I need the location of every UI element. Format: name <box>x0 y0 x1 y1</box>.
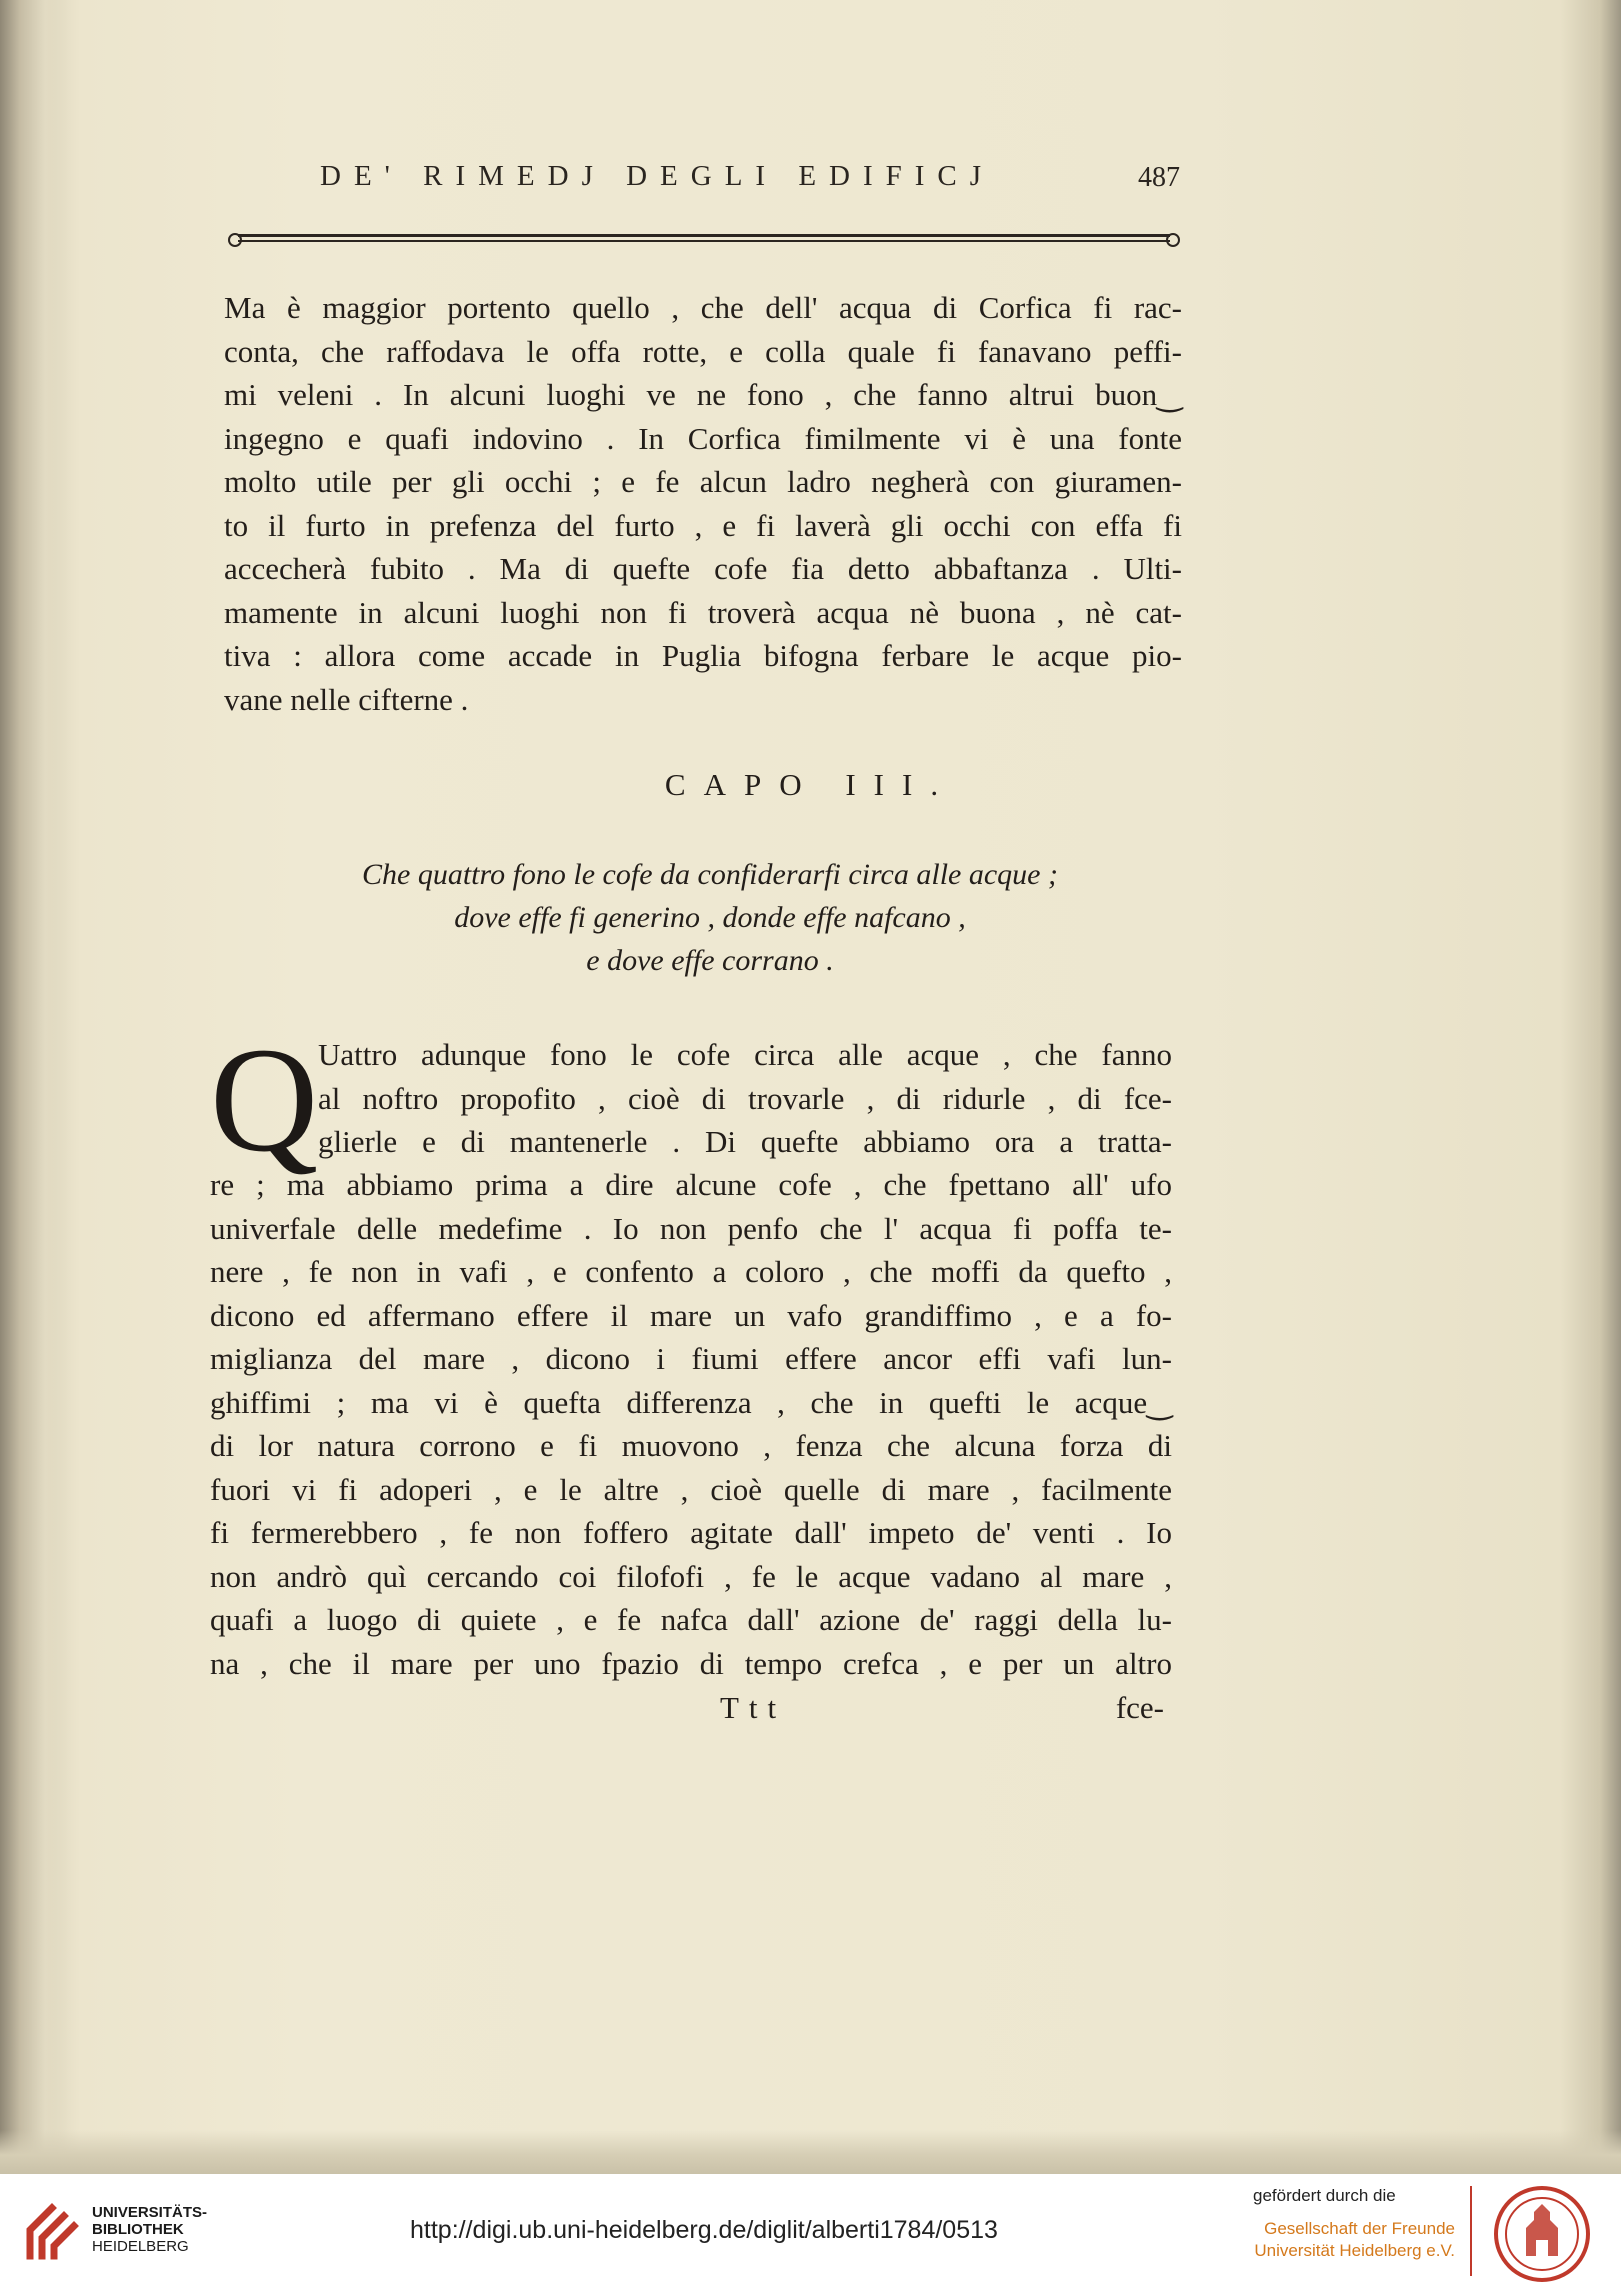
text-line: ghiffimi ; ma vi è quefta differenza , che in quefti le acque‿ <box>210 1384 1172 1420</box>
library-name-line: HEIDELBERG <box>92 2238 189 2255</box>
text-line: glierle e di mantenerle . Di quefte abbiamo ora a tratta- <box>318 1124 1172 1159</box>
university-library-logo-icon <box>22 2194 82 2264</box>
drop-cap: Q <box>210 1017 319 1183</box>
catchword: fce- <box>1115 1690 1164 1725</box>
text-line: fuori vi fi adoperi , e le altre , cioè quelle di mare , facilmente <box>210 1471 1172 1507</box>
text-line: mamente in alcuni luoghi non fi troverà acqua nè buona , nè cat- <box>224 594 1182 630</box>
running-title: DE' RIMEDJ DEGLI EDIFICJ <box>320 160 995 192</box>
text-line: mi veleni . In alcuni luoghi ve ne fono , che fanno altrui buon‿ <box>224 377 1182 412</box>
page-number: 487 <box>1138 162 1180 193</box>
paragraph-2-indented <box>318 1033 1172 1164</box>
society-name <box>1245 2218 1455 2262</box>
text-line: tiva : allora come accade in Puglia bifogna ferbare le acque pio- <box>224 638 1182 673</box>
text-line: re ; ma abbiamo prima a dire alcune cofe , che fpettano all' ufo <box>210 1167 1172 1202</box>
text-line: nere , fe non in vafi , e confento a coloro , che moffi da quefto , <box>210 1254 1172 1289</box>
gutter-shadow <box>0 0 70 2174</box>
text-line: dicono ed affermano effere il mare un vafo grandiffimo , e a fo- <box>210 1297 1172 1333</box>
text-line: molto utile per gli occhi ; e fe alcun ladro negherà con giuramen- <box>224 464 1182 499</box>
rule-end-right <box>1166 233 1180 247</box>
viewer-footer <box>0 2174 1621 2291</box>
library-name-line: BIBLIOTHEK <box>92 2221 184 2238</box>
footer-divider <box>1470 2186 1472 2276</box>
society-name-line: Gesellschaft der Freunde <box>1264 2219 1455 2238</box>
text-line: accecherà fubito . Ma di quefte cofe fia detto abbaftanza . Ulti- <box>224 551 1182 586</box>
text-line: univerfale delle medefime . Io non penfo che l' acqua fi poffa te- <box>210 1210 1172 1246</box>
text-line: di lor natura corrono e fi muovono , fenza che alcuna forza di <box>210 1428 1172 1463</box>
text-line: non andrò quì cercando coi filofofi , fe le acque vadano al mare , <box>210 1558 1172 1594</box>
subtitle-line: Che quattro fono le cofe da confiderarfi circa alle acque ; <box>362 858 1058 891</box>
funded-by-label: gefördert durch die <box>1253 2186 1396 2205</box>
text-line: Uattro adunque fono le cofe circa alle acque , che fanno <box>318 1037 1172 1072</box>
text-line: miglianza del mare , dicono i fiumi effere ancor effi vafi lun- <box>210 1341 1172 1376</box>
text-line: Ma è maggior portento quello , che dell' acqua di Corfica fi rac- <box>224 290 1182 325</box>
text-line: to il furto in prefenza del furto , e fi laverà gli occhi con effa fi <box>224 507 1182 543</box>
text-line: quafi a luogo di quiete , e fe nafca dall' azione de' raggi della lu- <box>210 1602 1172 1637</box>
library-name <box>92 2204 207 2255</box>
subtitle-line: dove effe fi generino , donde effe nafcano , <box>454 901 966 934</box>
society-name-line: Universität Heidelberg e.V. <box>1254 2241 1455 2260</box>
rule-line-top <box>238 234 1170 237</box>
chapter-heading: CAPO III. <box>664 767 957 802</box>
text-line: ingegno e quafi indovino . In Corfica fimilmente vi è una fonte <box>224 420 1182 456</box>
page-bottom-edge <box>0 2130 1621 2174</box>
paragraph-2 <box>210 1163 1172 1685</box>
chapter-subtitle <box>240 853 1180 982</box>
signature-mark: Ttt <box>720 1690 787 1725</box>
text-line: fi fermerebbero , fe non foffero agitate dall' impeto de' venti . Io <box>210 1515 1172 1550</box>
permalink-url[interactable]: http://digi.ub.uni-heidelberg.de/diglit/alberti1784/0513 <box>410 2216 998 2244</box>
paragraph-1 <box>224 286 1182 721</box>
rule-line-bottom <box>238 240 1170 242</box>
page-header <box>320 160 1180 200</box>
university-seal-icon <box>1492 2184 1592 2284</box>
text-line: na , che il mare per uno fpazio di tempo crefca , e per un altro <box>210 1645 1172 1681</box>
text-line: conta, che raffodava le offa rotte, e colla quale fi fanavano peffi- <box>224 333 1182 369</box>
text-line: vane nelle cifterne . <box>224 681 469 717</box>
text-line: al noftro propofito , cioè di trovarle , di ridurle , di fce- <box>318 1080 1172 1116</box>
subtitle-line: e dove effe corrano . <box>586 944 834 977</box>
signature-line <box>210 1690 1172 1734</box>
library-name-line: UNIVERSITÄTS- <box>92 2204 208 2221</box>
ornamental-rule <box>228 234 1180 244</box>
